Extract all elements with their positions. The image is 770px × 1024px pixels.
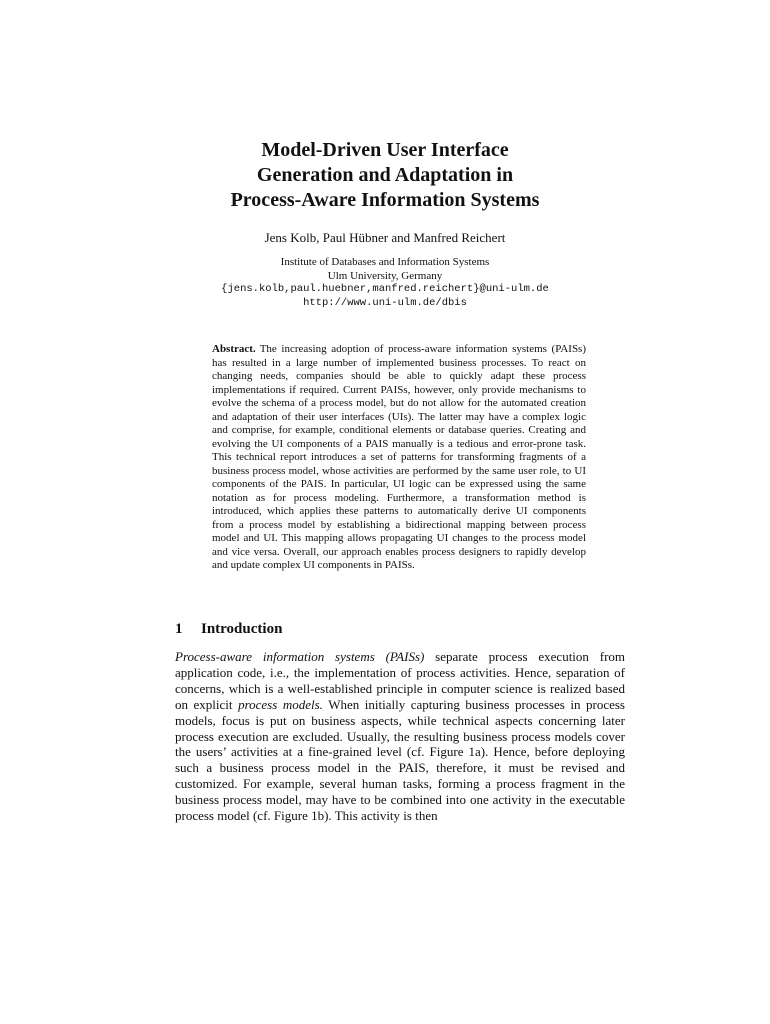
title-line-2: Generation and Adaptation in <box>256 164 514 186</box>
intro-paragraph <box>175 649 625 824</box>
intro-text-2: When initially capturing business processes in process models, focus is put on business aspects, while technical aspects concerning later process execution are excluded. Usually, the resulting business process models cover the users’ activities at a fine-grained level (cf. Figure 1a). Hence, before deploying such a business process model in the PAIS, therefore, it must be revised and customized. For example, several human tasks, forming a process fragment in the business process model, may have to be combined into one activity in the executable process model (cf. Figure 1b). This activity is then <box>175 696 625 824</box>
affiliation-block <box>100 256 670 310</box>
term-process-models: process models. <box>238 696 323 712</box>
abstract <box>212 343 586 573</box>
author-list: Jens Kolb, Paul Hübner and Manfred Reichert <box>264 230 506 245</box>
section-title: Introduction <box>201 621 283 637</box>
institute-name: Institute of Databases and Information Systems <box>280 256 490 268</box>
institute-url: http://www.uni-ulm.de/dbis <box>303 296 467 309</box>
title-line-3: Process-Aware Information Systems <box>230 189 540 211</box>
intro-text-1: separate process execution from application code, i.e., the implementation of process activities. Hence, separation of concerns, which is a well-established principle in computer science is realized based on explicit <box>175 649 626 712</box>
paper-title <box>100 138 670 213</box>
section-heading-introduction <box>175 620 282 638</box>
abstract-label: Abstract. <box>212 343 256 355</box>
author-emails: {jens.kolb,paul.huebner,manfred.reichert}@uni-ulm.de <box>221 283 549 295</box>
section-number: 1 <box>175 621 183 637</box>
introduction-body <box>175 649 625 824</box>
title-line-1: Model-Driven User Interface <box>261 139 509 161</box>
university-name: Ulm University, Germany <box>327 269 443 282</box>
term-paiss: Process-aware information systems (PAISs) <box>175 649 425 664</box>
abstract-text: The increasing adoption of process-aware information systems (PAISs) has resulted in a large number of implemented business processes. To react on changing needs, companies should be able to quickly adapt these process implementations if required. Current PAISs, however, only provide mechanisms to evolve the schema of a process model, but do not allow for the automated creation and adaptation of their user interfaces (UIs). The latter may have a complex logic and comprise, for example, conditional elements or database queries. Creating and evolving the UI components of a PAIS manually is a tedious and error-prone task. This technical report introduces a set of patterns for transforming fragments of a business process model, whose activities are performed by the same user role, to UI components of the PAIS. In particular, UI logic can be expressed using the same notation as for process modeling. Furthermore, a transformation method is introduced, which applies these patterns to automatically derive UI components from a process model by establishing a bidirectional mapping between process model and UI. This mapping allows propagating UI changes to the process model and vice versa. Overall, our approach enables process designers to rapidly develop and update complex UI components in PAISs. <box>212 343 586 571</box>
